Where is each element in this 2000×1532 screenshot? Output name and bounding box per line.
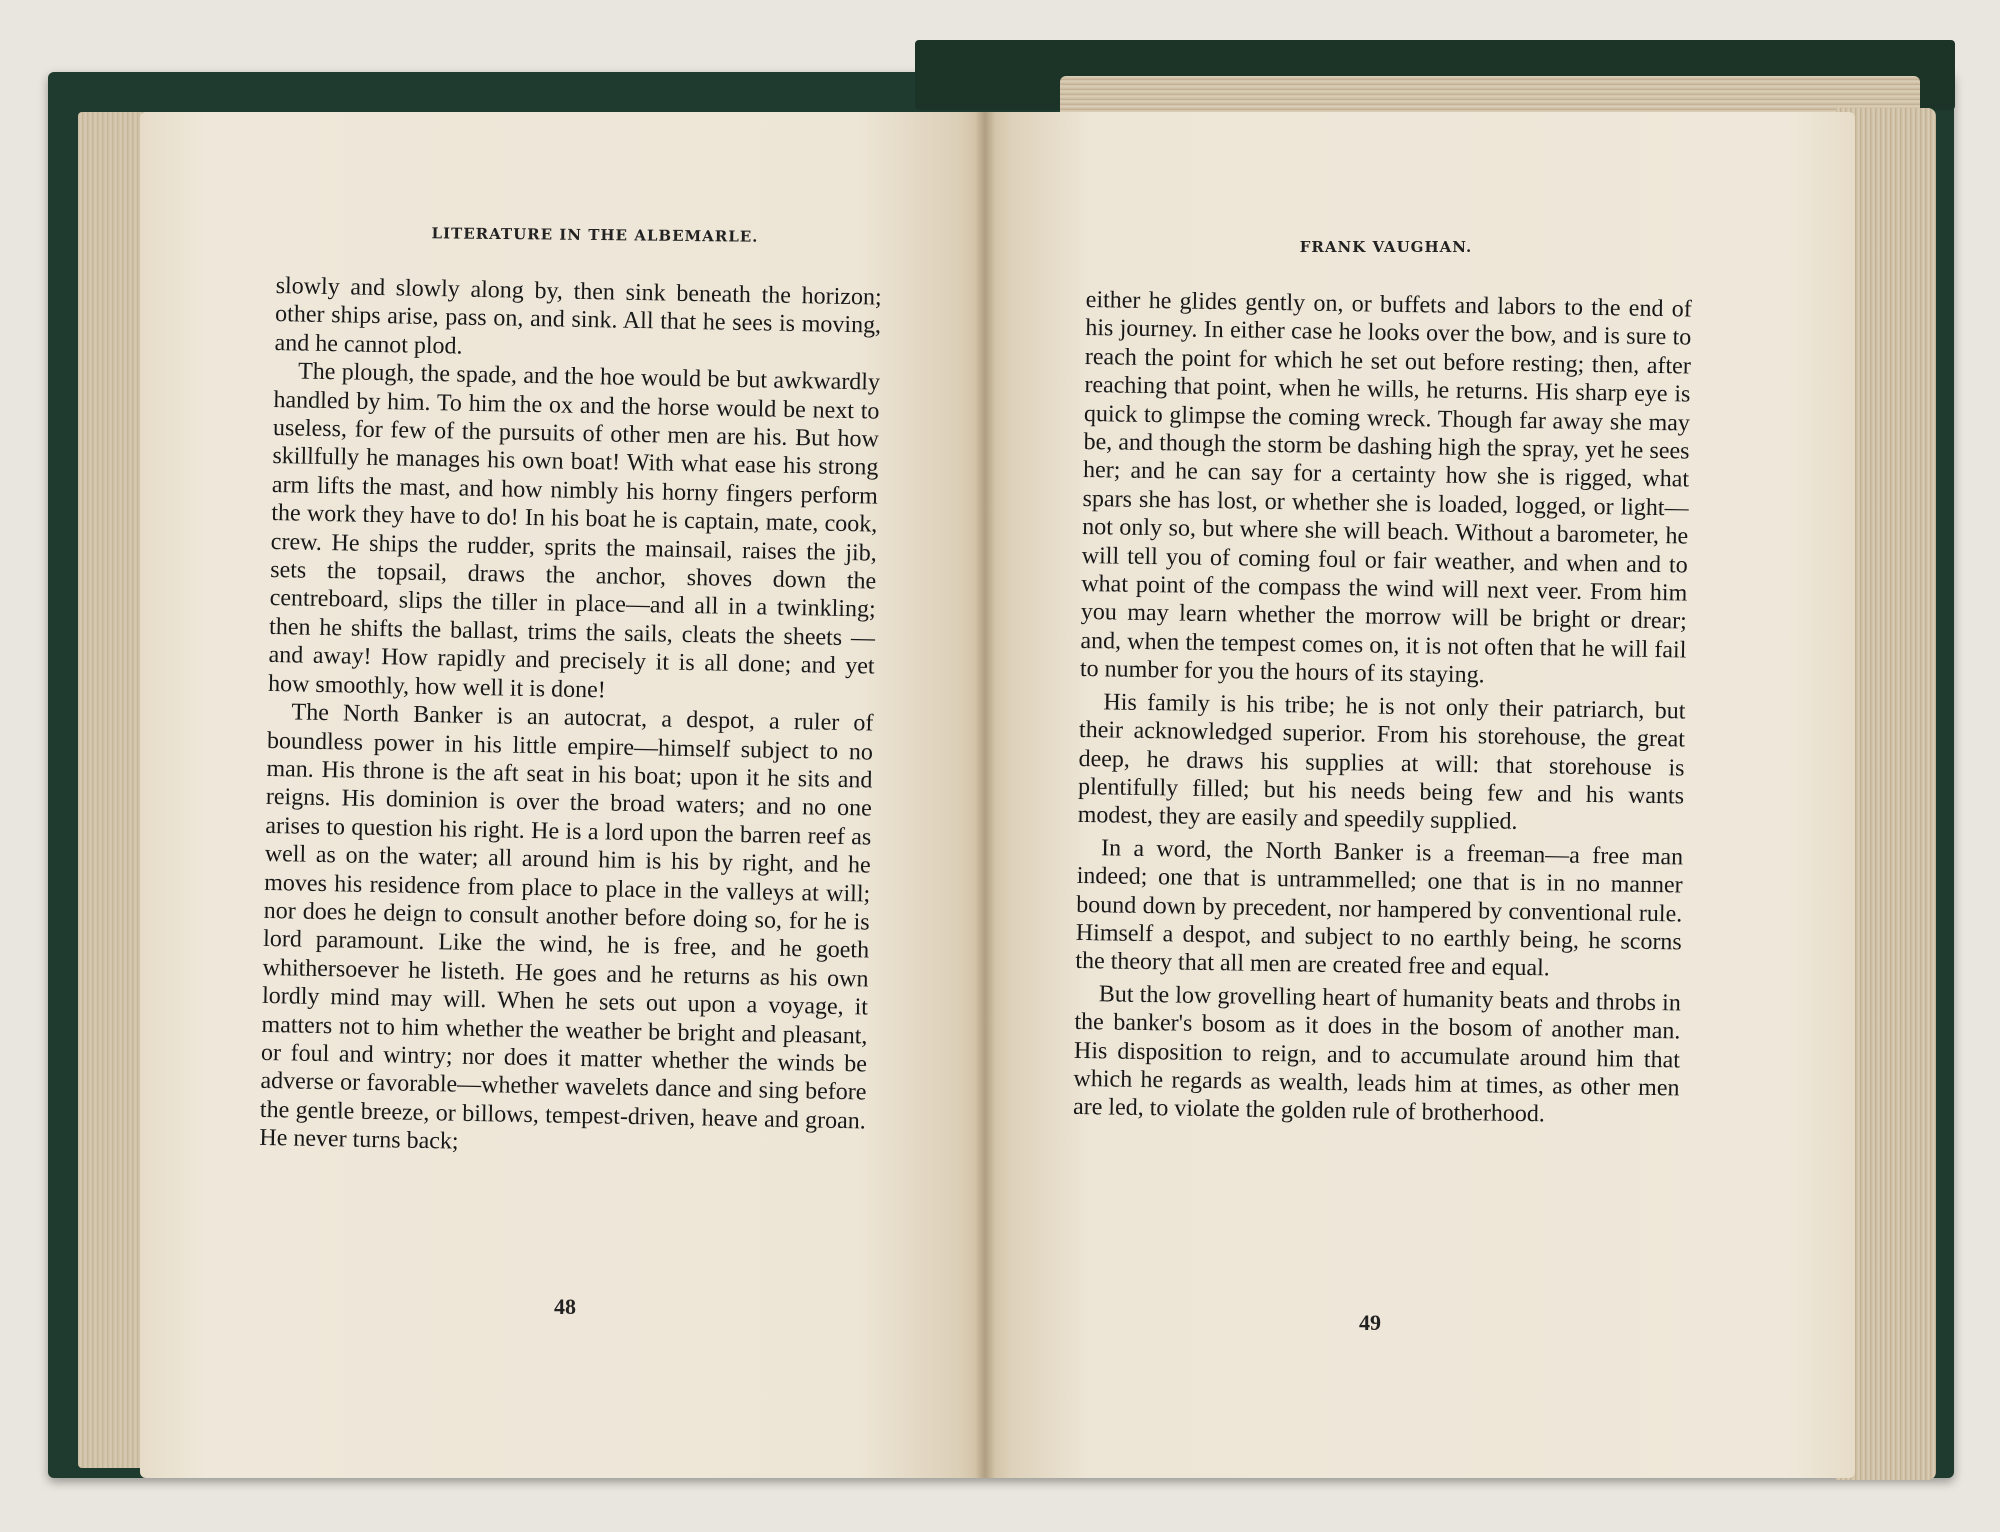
paragraph: In a word, the North Banker is a freeman—a free man indeed; one that is untrammelled; one that is in no manner bound down by precedent, nor hampered by conventional rule. Himself a despot, and subject to no earthly being, he scorns the theory that all men are created free and equal.	[1075, 835, 1684, 982]
book-gutter	[975, 112, 995, 1478]
paragraph: either he glides gently on, or buffets and labors to the end of his journey. In either case he looks over the bow, and is sure to reach the point for which he set out before resting; then, after reaching that point, when he wills, he returns. His sharp eye is quick to glimpse the coming wreck. Though far away she may be, and though the storm be dashing high the spray, yet he sees her; and he can say for a certainty how she is rigged, what spars she has lost, or whether she is loaded, logged, or light—not only so, but where she will beach. Without a barometer, he will tell you of coming foul or fair weather, and when and to what point of the compass the wind will next veer. From him you may learn whether the morrow will be bright or drear; and, when the tempest comes on, it is not often that he will fail to number for you the hours of its staying.	[1079, 286, 1692, 689]
paragraph: The plough, the spade, and the hoe would be but awkwardly handled by him. To him the ox and the horse would be next to useless, for few of the pursuits of other men are his. But how skillfully he manages his own boat! With what ease his strong arm lifts the mast, and how nimbly his horny fingers perform the work they have to do! In his boat he is captain, mate, cook, crew. He ships the rudder, sprits the mainsail, raises the jib, sets the topsail, draws the anchor, shoves down the centreboard, slips the tiller in place—and all in a twinkling; then he shifts the ballast, trims the sails, cleats the sheets —and away! How rapidly and precisely it is all done; and yet how smoothly, how well it is done!	[267, 358, 881, 704]
right-page-number: 49	[1359, 1310, 1381, 1335]
right-running-head: FRANK VAUGHAN.	[1299, 238, 1473, 256]
left-running-head: LITERATURE IN THE ALBEMARLE.	[431, 224, 759, 246]
left-page-text	[259, 272, 882, 1164]
paragraph: The North Banker is an autocrat, a despot, a ruler of boundless power in his little empire—himself subject to no man. His throne is the aft seat in his boat; upon it he sits and reigns. His dominion is over the broad waters; and no one arises to question his right. He is a lord upon the barren reef as well as on the water; all around him is his by right, and he moves his residence from place to place in the valleys at will; nor does he deign to consult another before doing so, for he is lord paramount. Like the wind, he is free, and he goeth whithersoever he listeth. He goes and he returns as his own lordly mind may will. When he sets out upon a voyage, it matters not to him whether the weather be bright and pleasant, or foul and wintry; nor does it matter whether the winds be adverse or favorable—whether wavelets dance and sing before the gentle breeze, or billows, tempest-driven, heave and groan. He never turns back;	[259, 699, 874, 1155]
paragraph: But the low grovelling heart of humanity beats and throbs in the banker's bosom as it does in the bosom of another man. His disposition to reign, and to accumulate around him that which he regards as wealth, leads him at times, as other men are led, to violate the golden rule of brotherhood.	[1072, 981, 1682, 1128]
paragraph: His family is his tribe; he is not only their patriarch, but their acknowledged superior. From his storehouse, the great deep, he draws his supplies at will: that storehouse is plentifully filled; but his needs being few and his wants modest, they are easily and speedily supplied.	[1077, 689, 1686, 836]
right-page-text	[1073, 286, 1692, 1131]
paragraph: slowly and slowly along by, then sink beneath the horizon; other ships arise, pass on, and sink. All that he sees is moving, and he cannot plod.	[274, 272, 882, 360]
left-page-number: 48	[554, 1294, 576, 1319]
